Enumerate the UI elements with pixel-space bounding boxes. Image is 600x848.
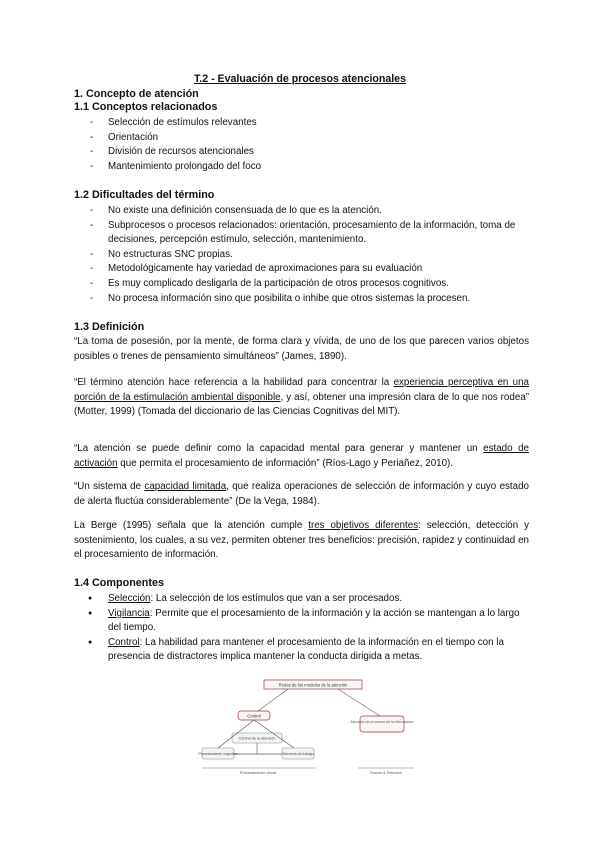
definition-la-berge: La Berge (1995) señala que la atención cumple tres objetivos diferentes: selección, detección y sostenimiento, los cuales, a su vez, permiten obtener tres beneficios: precisión, rapidez y continuidad en el procesamiento de información. [74, 520, 529, 561]
attention-networks-diagram [198, 676, 418, 776]
list-item: - Mantenimiento prolongado del foco [0, 160, 518, 175]
heading-definicion: 1.3 Definición [74, 321, 145, 333]
list-conceptos [0, 116, 518, 174]
diagram-caption-left: Procesamiento visual [239, 771, 277, 775]
list-item: - Metodológicamente hay variedad de aproximaciones para su evaluación [0, 262, 518, 277]
list-item: - No procesa información sino que posibilita o inhibe que otros sistemas la procesen. [0, 292, 518, 307]
definition-james: “La toma de posesión, por la mente, de forma clara y vívida, de uno de los que parecen varios objetos posibles o trenes de pensamiento simultáneos” (James, 1890). [74, 336, 529, 362]
heading-conceptos-relacionados: 1.1 Conceptos relacionados [74, 101, 218, 113]
list-item: - Subprocesos o procesos relacionados: orientación, procesamiento de la información, toma de decisiones, percepción estímulo, selección, mantenimiento. [0, 219, 518, 248]
list-dificultades [0, 204, 518, 306]
heading-concepto: 1. Concepto de atención [74, 88, 199, 100]
diagram-right-label: Atención de procesos de la información [350, 720, 414, 724]
list-item: ● Vigilancia: Permite que el procesamiento de la información y la acción se mantengan a lo largo del tiempo. [0, 607, 528, 636]
heading-dificultades: 1.2 Dificultades del término [74, 189, 215, 201]
list-item: - Selección de estímulos relevantes [0, 116, 518, 131]
diagram-left-label: Control [247, 713, 261, 719]
diagram-bl-label: Procesamiento cognitivo [198, 752, 238, 756]
heading-componentes: 1.4 Componentes [74, 577, 164, 589]
document-title: T.2 - Evaluación de procesos atencionales [194, 73, 406, 85]
definition-motter: “El término atención hace referencia a la habilidad para concentrar la experiencia perceptiva en una porción de la estimulación ambiental disponible, y así, obtener una impresión clara de lo que nos rodea” (Motter, 1999) (Tomada del diccionario de las Ciencias Cognitivas del MIT). [74, 377, 529, 418]
diagram-top-label: Redes de los modelos de la atención [278, 682, 348, 688]
diagram-caption-right: Posner & Petersen [370, 771, 402, 775]
list-item: - No existe una definición consensuada de lo que es la atención. [0, 204, 518, 219]
definition-rios-lago: “La atención se puede definir como la capacidad mental para generar y mantener un estado de activación que permita el procesamiento de información” (Ríos-Lago y Periañez, 2010). [74, 443, 529, 469]
list-item: - No estructuras SNC propias. [0, 248, 518, 263]
list-item: - División de recursos atencionales [0, 145, 518, 160]
list-componentes [0, 592, 528, 665]
definition-de-la-vega: “Un sistema de capacidad limitada, que realiza operaciones de selección de información y cuyo estado de alerta fluctúa considerablemente” (De la Vega, 1984). [74, 481, 529, 507]
list-item: ● Control: La habilidad para mantener el procesamiento de la información en el tiempo con la presencia de distractores implica mantener la conducta dirigida a metas. [0, 636, 528, 665]
list-item: - Orientación [0, 131, 518, 146]
diagram-right-box [360, 716, 404, 732]
diagram-center-label: Control de la atención [238, 736, 276, 741]
diagram-br-label: Memoria de trabajo [282, 752, 314, 756]
list-item: - Es muy complicado desligarla de la participación de otros procesos cognitivos. [0, 277, 518, 292]
list-item: ● Selección: La selección de los estímulos que van a ser procesados. [0, 592, 528, 607]
